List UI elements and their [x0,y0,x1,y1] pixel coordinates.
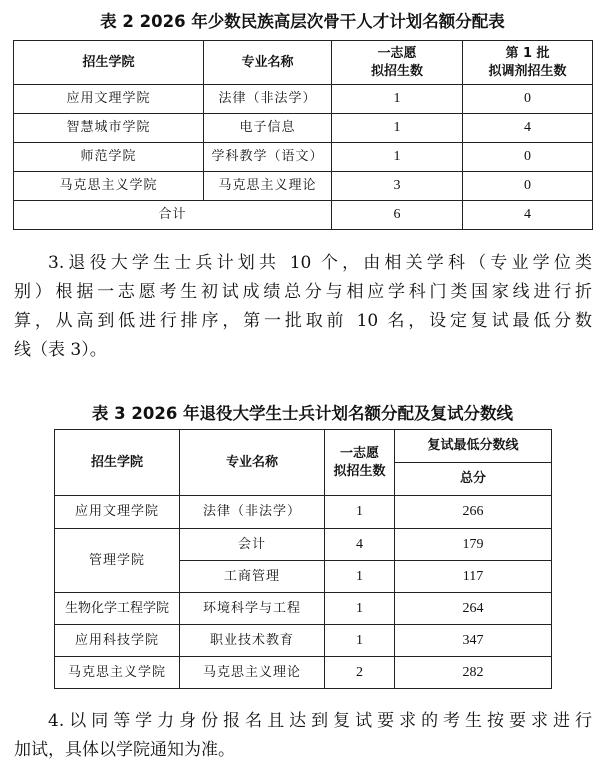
table3-cell-major: 法律（非法学） [180,496,325,529]
table-row [55,496,552,529]
table2-cell-first: 3 [332,172,463,201]
table2-total-row [14,201,593,230]
table3-cell-first: 1 [325,593,395,625]
table2-header-major: 专业名称 [204,41,332,85]
table2-header-adjust: 第 1 批 拟调剂招生数 [463,41,593,85]
table2-cell-first: 1 [332,85,463,114]
table2-cell-first: 1 [332,143,463,172]
table3-cell-first: 1 [325,625,395,657]
table3-header-major: 专业名称 [180,430,325,496]
table3-header-first-choice: 一志愿 拟招生数 [325,430,395,496]
paragraph-line: 算，从高到低进行排序，第一批取前 10 名，设定复试最低分数 [14,311,592,331]
table2-cell-first: 1 [332,114,463,143]
table2-cell-major: 马克思主义理论 [204,172,332,201]
table2 [13,40,593,230]
table3-header-college: 招生学院 [55,430,180,496]
table2-cell-major: 学科教学（语文） [204,143,332,172]
table2-cell-college: 师范学院 [14,143,204,172]
table3-cell-college: 马克思主义学院 [55,657,180,689]
paragraph-line: 别）根据一志愿考生初试成绩总分与相应学科门类国家线进行折 [14,282,592,302]
table-row [55,625,552,657]
paragraph-line: 加试，具体以学院通知为准。 [14,740,235,760]
table2-total-label: 合计 [14,201,332,230]
table3-cell-major: 会计 [180,529,325,561]
table3-cell-college: 生物化学工程学院 [55,593,180,625]
table3-caption: 表 3 2026 年退役大学生士兵计划名额分配及复试分数线 [91,404,514,423]
table3-cell-major: 工商管理 [180,561,325,593]
table3-cell-major: 职业技术教育 [180,625,325,657]
table-row [55,529,552,561]
table2-total-first: 6 [332,201,463,230]
table2-cell-adjust: 0 [463,85,593,114]
table3-cell-first: 1 [325,496,395,529]
table3-cell-first: 1 [325,561,395,593]
table3-header-min-score: 复试最低分数线 [395,430,552,463]
table3-header-row [55,430,552,463]
table3-cell-major: 马克思主义理论 [180,657,325,689]
table-row [14,172,593,201]
table3-cell-college: 应用文理学院 [55,496,180,529]
table3-cell-score: 117 [395,561,552,593]
table2-cell-major: 法律（非法学） [204,85,332,114]
table3-cell-college: 管理学院 [55,529,180,593]
paragraph-4 [14,707,592,765]
table2-header-row [14,41,593,85]
paragraph-3 [14,249,592,365]
table2-cell-major: 电子信息 [204,114,332,143]
table2-cell-college: 应用文理学院 [14,85,204,114]
paragraph-line: 线（表 3）。 [14,340,107,360]
table2-cell-adjust: 0 [463,143,593,172]
table2-cell-college: 智慧城市学院 [14,114,204,143]
table2-cell-adjust: 4 [463,114,593,143]
table3-cell-score: 347 [395,625,552,657]
table2-cell-adjust: 0 [463,172,593,201]
paragraph-line: 4.以同等学力身份报名且达到复试要求的考生按要求进行 [48,711,592,731]
paragraph-line: 3.退役大学生士兵计划共 10 个，由相关学科（专业学位类 [48,253,592,273]
table3-cell-college: 应用科技学院 [55,625,180,657]
table3 [54,429,552,689]
table-row [55,593,552,625]
table-row [14,114,593,143]
table3-cell-first: 4 [325,529,395,561]
table-row [55,657,552,689]
table3-cell-first: 2 [325,657,395,689]
table2-header-first-choice: 一志愿 拟招生数 [332,41,463,85]
table2-total-adjust: 4 [463,201,593,230]
table-row [14,85,593,114]
table2-cell-college: 马克思主义学院 [14,172,204,201]
table2-caption: 表 2 2026 年少数民族高层次骨干人才计划名额分配表 [100,12,505,31]
table-row [14,143,593,172]
table3-cell-major: 环境科学与工程 [180,593,325,625]
table3-cell-score: 266 [395,496,552,529]
table3-cell-score: 264 [395,593,552,625]
table3-cell-score: 179 [395,529,552,561]
table2-header-college: 招生学院 [14,41,204,85]
table3-header-total-score: 总分 [395,463,552,496]
table3-cell-score: 282 [395,657,552,689]
